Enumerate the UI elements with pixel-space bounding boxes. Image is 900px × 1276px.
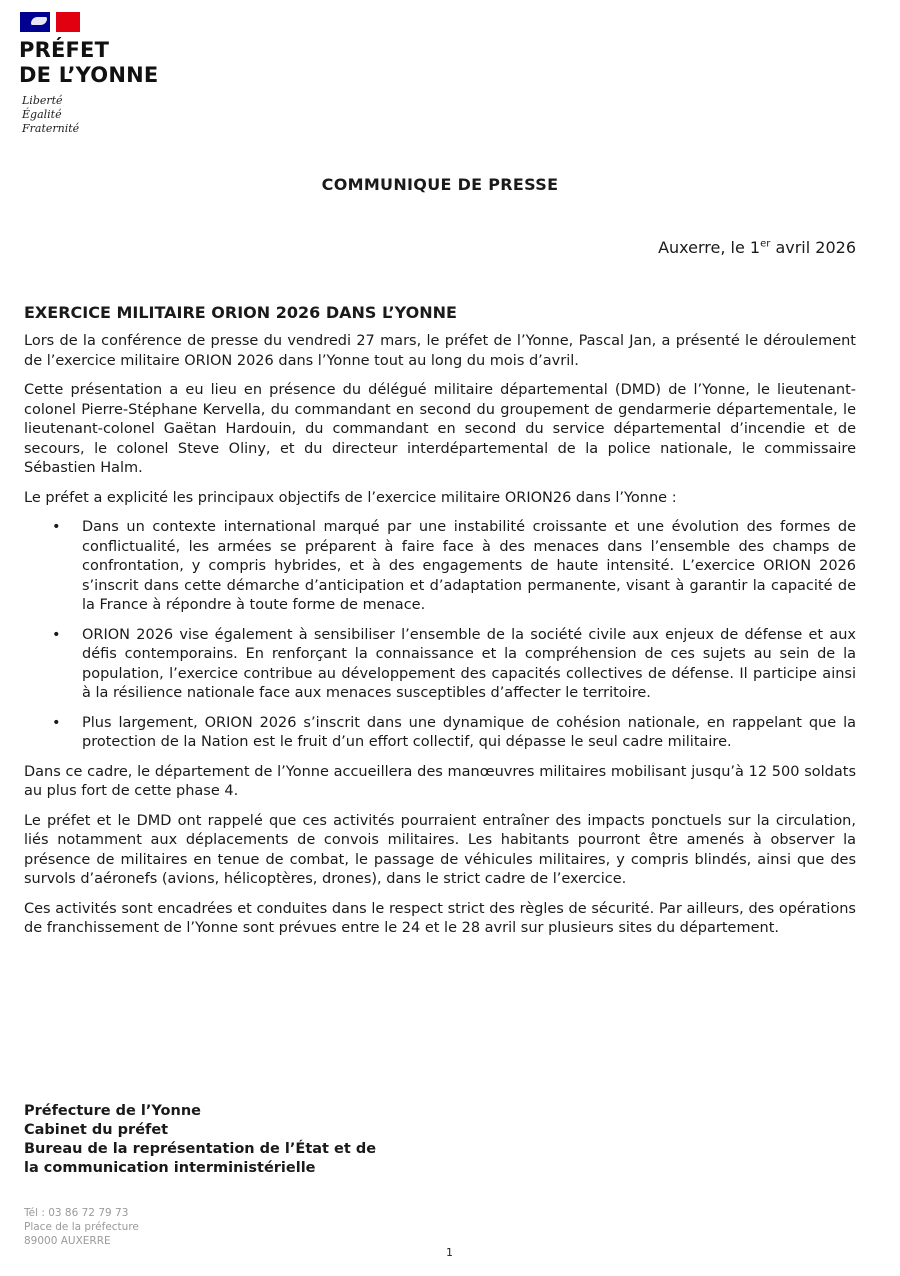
dateline xyxy=(658,238,856,257)
republic-motto xyxy=(22,94,79,136)
motto-fraternite: Fraternité xyxy=(22,122,80,135)
dateline-before: Auxerre, le 1 xyxy=(658,238,761,257)
list-item xyxy=(52,714,856,753)
motto-egalite: Égalité xyxy=(22,108,62,121)
signature-line-1: Préfecture de l’Yonne xyxy=(24,1103,201,1119)
signature-block xyxy=(24,1102,376,1178)
prefet-line-2: DE L’YONNE xyxy=(19,63,159,87)
paragraph-intro-2: Cette présentation a eu lieu en présence du délégué militaire départemental (DMD) de l’Yonne, le lieutenant-colonel Pierre-Stéphane Kervella, du commandant en second du groupement de gendarmerie départementale, le lieutenant-colonel Gaëtan Hardouin, du commandant en second du service départemental d’incendie et de secours, le colonel Steve Oliny, et du directeur interdépartemental de la police nationale, le commissaire Sébastien Halm. xyxy=(24,382,856,476)
flag-blue-band xyxy=(20,12,50,32)
paragraph-outro-2: Le préfet et le DMD ont rappelé que ces activités pourraient entraîner des impacts ponctuels sur la circulation, liés notamment aux déplacements de convois militaires. Les habitants pourront être amenés à observer la présence de militaires en tenue de combat, le passage de véhicules militaires, y compris blindés, ainsi que des survols d’aéronefs (avions, hélicoptères, drones), dans le strict cadre de l’exercice. xyxy=(24,812,856,887)
communique-title: COMMUNIQUE DE PRESSE xyxy=(321,175,559,194)
paragraph-intro-1: Lors de la conférence de presse du vendredi 27 mars, le préfet de l’Yonne, Pascal Jan, a présenté le déroulement de l’exercice militaire ORION 2026 dans l’Yonne tout au long du mois d’avril. xyxy=(24,333,856,369)
list-item xyxy=(52,518,856,616)
marianne-flag-logo xyxy=(20,12,80,32)
contact-address-line-2: 89000 AUXERRE xyxy=(24,1235,111,1247)
bullet-symbol: • xyxy=(52,714,61,731)
main-title: EXERCICE MILITAIRE ORION 2026 DANS L’YONNE xyxy=(24,303,457,322)
bullet-symbol: • xyxy=(52,626,61,643)
contact-block xyxy=(24,1206,139,1248)
list-item-text: Plus largement, ORION 2026 s’inscrit dans une dynamique de cohésion nationale, en rappelant que la protection de la Nation est le fruit d’un effort collectif, qui dépasse le seul cadre militaire. xyxy=(82,714,856,750)
signature-line-4: la communication interministérielle xyxy=(24,1160,316,1176)
bullet-symbol: • xyxy=(52,519,61,535)
list-item-text: Dans un contexte international marqué par une instabilité croissante et une évolution des formes de conflictualité, les armées se préparent à faire face à des menaces dans l’ensemble des champs de confrontation, y compris hybrides, et à des engagements de haute intensité. L’exercice ORION 2026 s’inscrit dans cette démarche d’anticipation et d’adaptation permanente, visant à garantir la capacité de la France à répondre à toute forme de menace. xyxy=(82,519,856,613)
paragraph-intro-3: Le préfet a explicité les principaux objectifs de l’exercice militaire ORION26 dans l’Yonne : xyxy=(24,489,677,506)
list-item-text: ORION 2026 vise également à sensibiliser l’ensemble de la société civile aux enjeux de défense et aux défis contemporains. En renforçant la connaissance et la compréhension de ces sujets au sein de la population, l’exercice contribue au développement des capacités collectives de défense. Il participe ainsi à la résilience nationale face aux menaces susceptibles d’affecter le territoire. xyxy=(82,626,856,701)
prefet-block-title xyxy=(19,38,158,88)
motto-liberte: Liberté xyxy=(22,94,63,107)
flag-red-band xyxy=(56,12,80,32)
contact-phone: Tél : 03 86 72 79 73 xyxy=(24,1207,129,1219)
prefet-line-1: PRÉFET xyxy=(19,38,110,62)
page-number: 1 xyxy=(446,1246,453,1259)
signature-line-2: Cabinet du préfet xyxy=(24,1122,169,1138)
objectives-list xyxy=(24,518,856,753)
document-body xyxy=(24,332,856,949)
paragraph-outro-1: Dans ce cadre, le département de l’Yonne accueillera des manœuvres militaires mobilisant jusqu’à 12 500 soldats au plus fort de cette phase 4. xyxy=(24,763,856,799)
contact-address-line-1: Place de la préfecture xyxy=(24,1221,139,1233)
dateline-after: avril 2026 xyxy=(770,238,856,257)
paragraph-outro-3: Ces activités sont encadrées et conduites dans le respect strict des règles de sécurité. Par ailleurs, des opérations de franchissement de l’Yonne sont prévues entre le 24 et le 28 avril sur plusieurs sites du département. xyxy=(24,900,856,936)
list-item xyxy=(52,626,856,704)
signature-line-3: Bureau de la représentation de l’État et de xyxy=(24,1141,377,1157)
dateline-sup: er xyxy=(760,238,771,250)
